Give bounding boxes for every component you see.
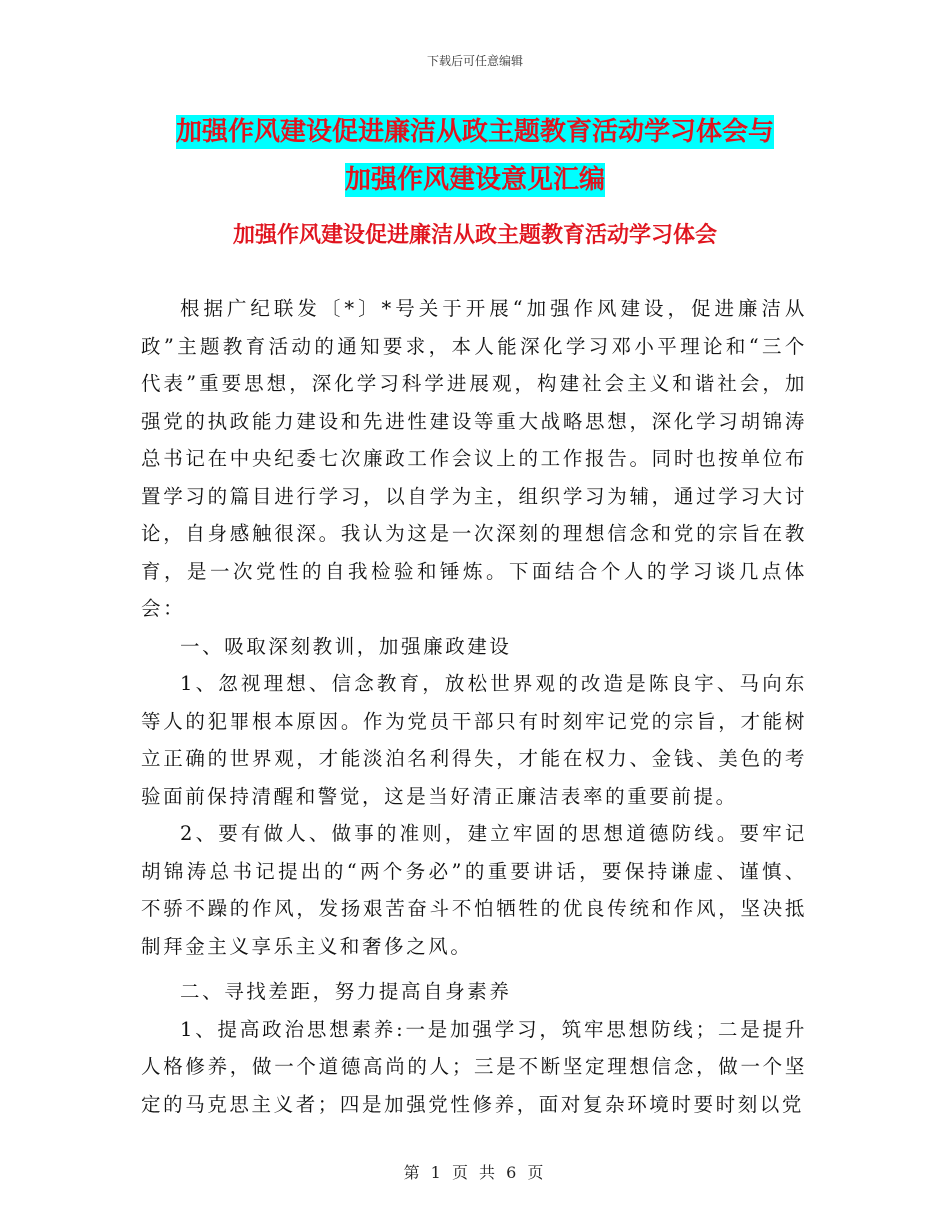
heading-part-two: 二、寻找差距，努力提高自身素养	[180, 980, 512, 1003]
paragraph-intro: 根据广纪联发〔*〕*号关于开展“加强作风建设，促进廉洁从政”主题教育活动的通知要求，本人能深化学习邓小平理论和“三个代表”重要思想，深化学习科学进展观，构建社会主义和谐社会，加强党的执政能力建设和先进性建设等重大战略思想，深化学习胡锦涛总书记在中央纪委七次廉政工作会议上的工作报告。同时也按单位布置学习的篇目进行学习，以自学为主，组织学习为辅，通过学习大讨论，自身感触很深。我认为这是一次深刻的理想信念和党的宗旨在教育，是一次党性的自我检验和锤炼。下面结合个人的学习谈几点体会：	[141, 297, 807, 620]
heading-part-one: 一、吸取深刻教训，加强廉政建设	[180, 634, 512, 658]
paragraph-point-1-2: 2、要有做人、做事的准则，建立牢固的思想道德防线。要牢记胡锦涛总书记提出的“两个务必”的重要讲话，要保持谦虚、谨慎、不骄不躁的作风，发扬艰苦奋斗不怕牺牲的优良传统和作风，坚决抵制拜金主义享乐主义和奢侈之风。	[141, 822, 807, 958]
document-title-line-2: 加强作风建设意见汇编	[344, 165, 605, 195]
section-title: 加强作风建设促进廉洁从政主题教育活动学习体会	[232, 223, 717, 248]
document-title	[0, 108, 950, 204]
paragraph-point-1-1: 1、忽视理想、信念教育，放松世界观的改造是陈良宇、马向东等人的犯罪根本原因。作为党员干部只有时刻牢记党的宗旨，才能树立正确的世界观，才能淡泊名利得失，才能在权力、金钱、美色的考验面前保持清醒和警觉，这是当好清正廉洁表率的重要前提。	[141, 672, 807, 808]
page-header-note: 下载后可任意编辑	[426, 54, 523, 68]
document-body	[141, 290, 807, 1123]
page-number: 第 1 页 共 6 页	[403, 1163, 547, 1182]
document-title-line-1: 加强作风建设促进廉洁从政主题教育活动学习体会与	[175, 117, 774, 147]
paragraph-point-2-1: 1、提高政治思想素养:一是加强学习，筑牢思想防线；二是提升人格修养，做一个道德高尚的人；三是不断坚定理想信念，做一个坚定的马克思主义者；四是加强党性修养，面对复杂环境时要时刻以党	[141, 1017, 807, 1116]
